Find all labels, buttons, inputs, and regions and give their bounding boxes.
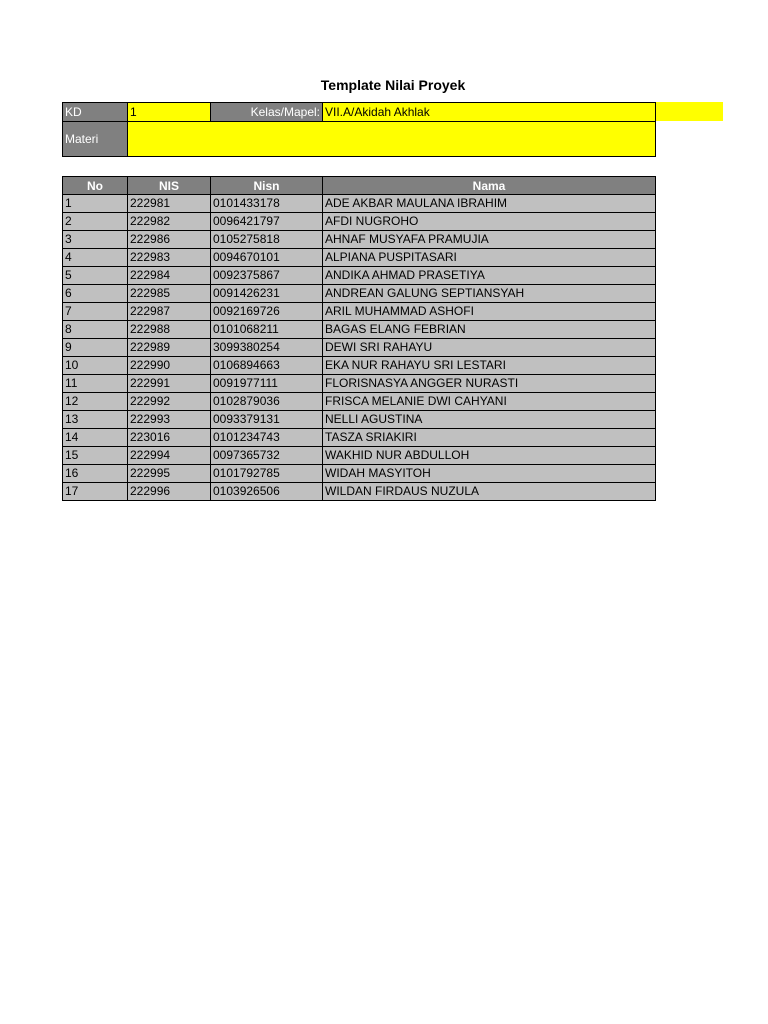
cell-nama[interactable]: AHNAF MUSYAFA PRAMUJIA <box>323 231 656 249</box>
student-table <box>62 176 656 501</box>
kd-value-cell[interactable]: 1 <box>128 103 211 122</box>
table-row <box>63 357 656 375</box>
cell-nisn[interactable]: 0096421797 <box>211 213 323 231</box>
table-row <box>63 249 656 267</box>
cell-no[interactable]: 3 <box>63 231 128 249</box>
cell-nis[interactable]: 222988 <box>128 321 211 339</box>
cell-nisn[interactable]: 0092169726 <box>211 303 323 321</box>
page-title: Template Nilai Proyek <box>320 77 466 93</box>
table-row <box>63 483 656 501</box>
table-row <box>63 447 656 465</box>
cell-nis[interactable]: 222989 <box>128 339 211 357</box>
cell-nama[interactable]: ANDREAN GALUNG SEPTIANSYAH <box>323 285 656 303</box>
cell-nis[interactable]: 223016 <box>128 429 211 447</box>
cell-nisn[interactable]: 0091426231 <box>211 285 323 303</box>
kelas-mapel-value-cell[interactable]: VII.A/Akidah Akhlak <box>323 103 656 122</box>
cell-no[interactable]: 4 <box>63 249 128 267</box>
cell-no[interactable]: 5 <box>63 267 128 285</box>
cell-no[interactable]: 7 <box>63 303 128 321</box>
info-table <box>62 102 656 157</box>
cell-nisn[interactable]: 0101792785 <box>211 465 323 483</box>
kd-highlight-band <box>654 102 723 121</box>
cell-nisn[interactable]: 3099380254 <box>211 339 323 357</box>
cell-nisn[interactable]: 0097365732 <box>211 447 323 465</box>
table-row <box>63 393 656 411</box>
cell-no[interactable]: 13 <box>63 411 128 429</box>
table-row <box>63 231 656 249</box>
cell-nama[interactable]: ANDIKA AHMAD PRASETIYA <box>323 267 656 285</box>
cell-nama[interactable]: FRISCA MELANIE DWI CAHYANI <box>323 393 656 411</box>
cell-no[interactable]: 10 <box>63 357 128 375</box>
cell-nama[interactable]: ARIL MUHAMMAD ASHOFI <box>323 303 656 321</box>
cell-nisn[interactable]: 0091977111 <box>211 375 323 393</box>
cell-nis[interactable]: 222982 <box>128 213 211 231</box>
cell-no[interactable]: 11 <box>63 375 128 393</box>
cell-nisn[interactable]: 0094670101 <box>211 249 323 267</box>
cell-nis[interactable]: 222985 <box>128 285 211 303</box>
cell-nama[interactable]: WAKHID NUR ABDULLOH <box>323 447 656 465</box>
cell-nama[interactable]: WILDAN FIRDAUS NUZULA <box>323 483 656 501</box>
info-row-materi <box>63 122 656 157</box>
cell-nisn[interactable]: 0105275818 <box>211 231 323 249</box>
table-row <box>63 195 656 213</box>
kd-label: KD <box>63 103 128 122</box>
cell-no[interactable]: 16 <box>63 465 128 483</box>
cell-nisn[interactable]: 0101433178 <box>211 195 323 213</box>
table-row <box>63 321 656 339</box>
cell-nis[interactable]: 222984 <box>128 267 211 285</box>
cell-nama[interactable]: TASZA SRIAKIRI <box>323 429 656 447</box>
cell-nisn[interactable]: 0106894663 <box>211 357 323 375</box>
cell-no[interactable]: 8 <box>63 321 128 339</box>
cell-nis[interactable]: 222986 <box>128 231 211 249</box>
cell-nisn[interactable]: 0101234743 <box>211 429 323 447</box>
cell-nis[interactable]: 222991 <box>128 375 211 393</box>
table-row <box>63 339 656 357</box>
cell-nis[interactable]: 222987 <box>128 303 211 321</box>
cell-nama[interactable]: WIDAH MASYITOH <box>323 465 656 483</box>
cell-no[interactable]: 17 <box>63 483 128 501</box>
header-nis: NIS <box>128 177 211 195</box>
cell-no[interactable]: 1 <box>63 195 128 213</box>
table-row <box>63 375 656 393</box>
cell-no[interactable]: 6 <box>63 285 128 303</box>
table-row <box>63 213 656 231</box>
cell-no[interactable]: 12 <box>63 393 128 411</box>
cell-nisn[interactable]: 0103926506 <box>211 483 323 501</box>
cell-nama[interactable]: AFDI NUGROHO <box>323 213 656 231</box>
cell-nis[interactable]: 222996 <box>128 483 211 501</box>
table-row <box>63 285 656 303</box>
student-table-header-row <box>63 177 656 195</box>
header-nama: Nama <box>323 177 656 195</box>
cell-nama[interactable]: NELLI AGUSTINA <box>323 411 656 429</box>
cell-no[interactable]: 9 <box>63 339 128 357</box>
info-row-kd <box>63 103 656 122</box>
materi-label: Materi <box>63 122 128 157</box>
cell-nama[interactable]: ALPIANA PUSPITASARI <box>323 249 656 267</box>
cell-nama[interactable]: FLORISNASYA ANGGER NURASTI <box>323 375 656 393</box>
header-nisn: Nisn <box>211 177 323 195</box>
cell-nis[interactable]: 222994 <box>128 447 211 465</box>
cell-nama[interactable]: ADE AKBAR MAULANA IBRAHIM <box>323 195 656 213</box>
table-row <box>63 267 656 285</box>
cell-nis[interactable]: 222981 <box>128 195 211 213</box>
cell-nisn[interactable]: 0101068211 <box>211 321 323 339</box>
cell-nis[interactable]: 222992 <box>128 393 211 411</box>
cell-nis[interactable]: 222990 <box>128 357 211 375</box>
student-table-body <box>63 195 656 501</box>
cell-nisn[interactable]: 0092375867 <box>211 267 323 285</box>
cell-nis[interactable]: 222995 <box>128 465 211 483</box>
table-row <box>63 303 656 321</box>
cell-nama[interactable]: EKA NUR RAHAYU SRI LESTARI <box>323 357 656 375</box>
kelas-mapel-label: Kelas/Mapel: <box>211 103 323 122</box>
cell-no[interactable]: 14 <box>63 429 128 447</box>
table-row <box>63 411 656 429</box>
cell-nama[interactable]: DEWI SRI RAHAYU <box>323 339 656 357</box>
cell-nis[interactable]: 222983 <box>128 249 211 267</box>
table-row <box>63 465 656 483</box>
header-no: No <box>63 177 128 195</box>
cell-nisn[interactable]: 0093379131 <box>211 411 323 429</box>
cell-no[interactable]: 2 <box>63 213 128 231</box>
materi-value-cell[interactable] <box>128 122 656 157</box>
cell-nama[interactable]: BAGAS ELANG FEBRIAN <box>323 321 656 339</box>
cell-nisn[interactable]: 0102879036 <box>211 393 323 411</box>
table-row <box>63 429 656 447</box>
cell-nis[interactable]: 222993 <box>128 411 211 429</box>
cell-no[interactable]: 15 <box>63 447 128 465</box>
